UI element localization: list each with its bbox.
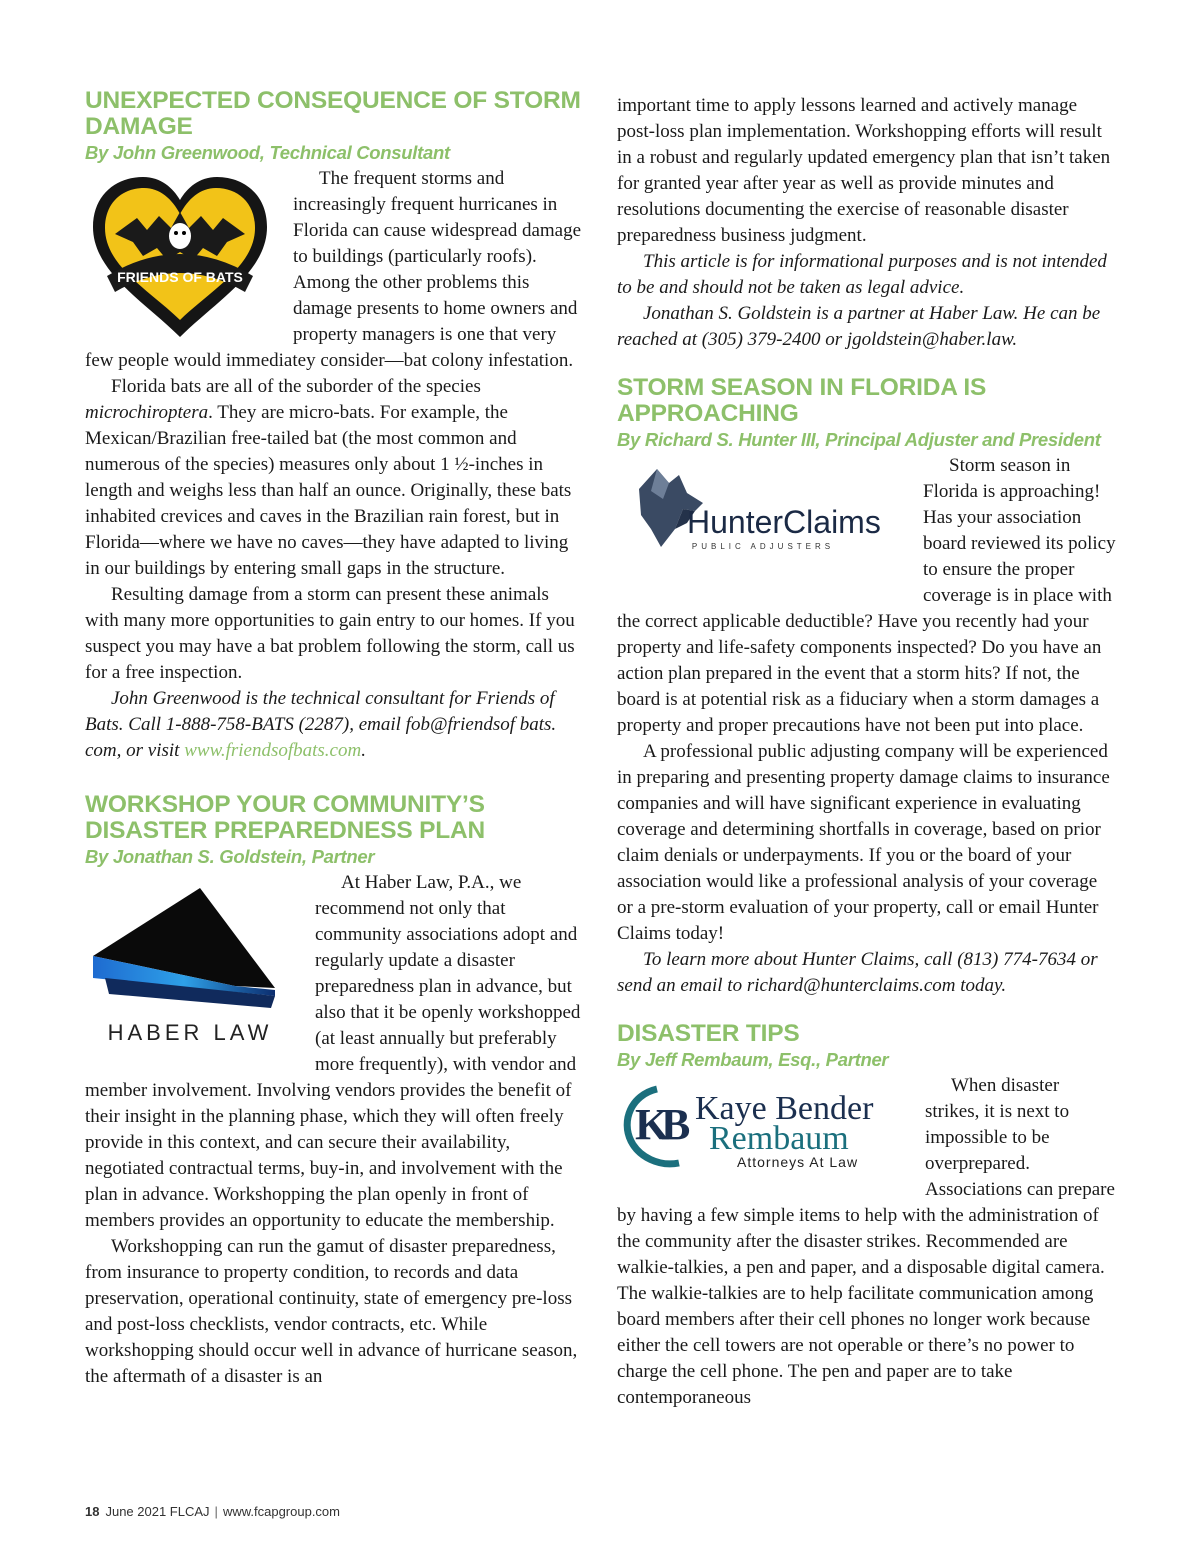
article-tips [617,1021,1117,1411]
kbr-logo-line-2: Rembaum [709,1120,849,1157]
svg-text:K: K [635,1100,670,1149]
workshop-author-note: Jonathan S. Goldstein is a partner at Haber Law. He can be reached at (305) 379-2400 or jgoldstein@haber.law. [617,303,1101,350]
article-workshop-continued [617,93,1117,353]
bats-author-note: John Greenwood is the technical consultant for Friends of Bats. Call 1-888-758-BATS (2287), email fob@friendsof bats. com, or visit www.friendsofbats.com. [85,688,557,761]
storm-author-note: To learn more about Hunter Claims, call (813) 774-7634 or send an email to richard@hunterclaims.com today. [617,949,1098,996]
article-bats [85,88,585,764]
wolf-head-icon [617,459,907,579]
byline-bats: By John Greenwood, Technical Consultant [85,142,450,163]
hunter-claims-logo [617,459,917,587]
kbr-monogram-icon [617,1081,913,1173]
kaye-bender-rembaum-logo [617,1081,919,1181]
kbr-logo-line-3: Attorneys At Law [737,1154,859,1170]
svg-text:B: B [661,1100,691,1149]
hunter-claims-logo-subtext: PUBLIC ADJUSTERS [691,542,835,551]
headline-workshop: WORKSHOP YOUR COMMUNITY’S DISASTER PREPAREDNESS PLAN [85,791,486,844]
page-footer [85,1504,340,1519]
bats-paragraph-2: Florida bats are all of the suborder of the species microchiroptera. They are micro-bats. For example, the Mexican/Brazilian free-tailed bat (the most common and numerous of the species) measures only about 1 ½-inches in length and weighs less than half an ounce. Originally, these bats inhabited crevices and caves in the Brazilian rain forest, but in Florida—where we have no caves—they have adapted to living in our buildings by entering small gaps in the structure. [85,376,572,579]
workshop-disclaimer: This article is for informational purposes and is not intended to be and should not be taken as legal advice. [617,251,1107,298]
haber-law-pyramid-icon [85,878,295,1058]
workshop-paragraph-1: At Haber Law, P.A., we recommend not only that community associations adopt and regularly update a disaster preparedness plan in advance, but also that it be openly workshopped (at least annually but preferably more frequently), with vendor and member involvement. Involving vendors provides the benefit of their insight in the planning phase, which they will often freely provide in this context, and can secure their availability, negotiated contractual terms, buy-in, and involvement with the plan in advance. Workshopping the plan openly in front of members provides an opportunity to educate the membership. [85,872,581,1231]
headline-bats: UNEXPECTED CONSEQUENCE OF STORM DAMAGE [85,87,581,140]
workshop-paragraph-2: Workshopping can run the gamut of disaster preparedness, from insurance to property condition, to records and data preservation, operational continuity, state of emergency pre-loss and post-loss checklists, vendor contracts, etc. While workshopping should occur well in advance of hurricane season, the aftermath of a disaster is an [85,1236,578,1387]
footer-separator: | [214,1504,218,1519]
footer-url[interactable]: www.fcapgroup.com [222,1504,340,1519]
storm-paragraph-1: Storm season in Florida is approaching! Has your association board reviewed its policy to ensure the proper coverage is in place with the correct applicable deductible? Have you recently had your property and life-safety components inspected? Do you have an action plan prepared in the event that a storm hits? If not, the board is at potential risk as a fiduciary when a storm damages a property and proper precautions have not been put into place. [617,455,1116,736]
kbr-logo-line-1: Kaye Bender [695,1090,874,1127]
haber-law-logo [85,878,303,1074]
tips-paragraph-1: When disaster strikes, it is next to impossible to be overprepared. Associations can prepare by having a few simple items to help with the administration of the community after the disaster strikes. Recommended are walkie-talkies, a pen and paper, and a disposable digital camera. The walkie-talkies are to help facilitate communication among board members after their cell phones no longer work because either the cell towers are not operable or there’s no power to charge the cell phone. The pen and paper are to take contemporaneous [617,1075,1115,1408]
article-workshop [85,792,585,1390]
right-column [617,93,1117,1433]
byline-storm: By Richard S. Hunter III, Principal Adjuster and President [617,429,1101,450]
headline-storm: STORM SEASON IN FLORIDA IS APPROACHING [617,374,987,427]
headline-tips: DISASTER TIPS [617,1020,800,1047]
byline-tips: By Jeff Rembaum, Esq., Partner [617,1049,889,1070]
friends-of-bats-logo [85,172,281,344]
workshop-paragraph-2-continued: important time to apply lessons learned and actively manage post-loss plan implementation. Workshopping efforts will result in a robust and regularly updated emergency plan that isn’t taken for granted year after year as well as provide minutes and resolutions documenting the exercise of reasonable disaster preparedness business judgment. [617,95,1111,246]
haber-law-logo-text: HABER LAW [107,1020,273,1045]
bat-heart-icon [85,172,275,342]
article-storm [617,375,1117,999]
issue-label: June 2021 FLCAJ [105,1504,210,1519]
left-column [85,88,585,1412]
hunter-claims-logo-text: HunterClaims [687,504,881,540]
bats-paragraph-1: The frequent storms and increasingly frequent hurricanes in Florida can cause widespread damage to buildings (particularly roofs). Among the other problems this damage presents to home owners and property managers is one that very few people would immediatey consider—bat colony infestation. [85,168,582,371]
page-number: 18 [85,1504,100,1519]
storm-paragraph-2: A professional public adjusting company will be experienced in preparing and presenting property damage claims to insurance companies and will have significant experience in evaluating coverage and determining shortfalls in coverage, based on prior claim denials or underpayments. If you or the board of your association would like a professional analysis of your coverage or a pre-storm evaluation of your property, call or email Hunter Claims today! [617,741,1110,944]
byline-workshop: By Jonathan S. Goldstein, Partner [85,846,375,867]
friends-of-bats-logo-text: FRIENDS OF BATS [117,269,243,285]
friends-of-bats-link[interactable]: www.friendsofbats.com [184,740,362,761]
bats-paragraph-3: Resulting damage from a storm can present these animals with many more opportunities to gain entry to our homes. If you suspect you may have a bat problem following the storm, call us for a free inspection. [85,584,575,683]
